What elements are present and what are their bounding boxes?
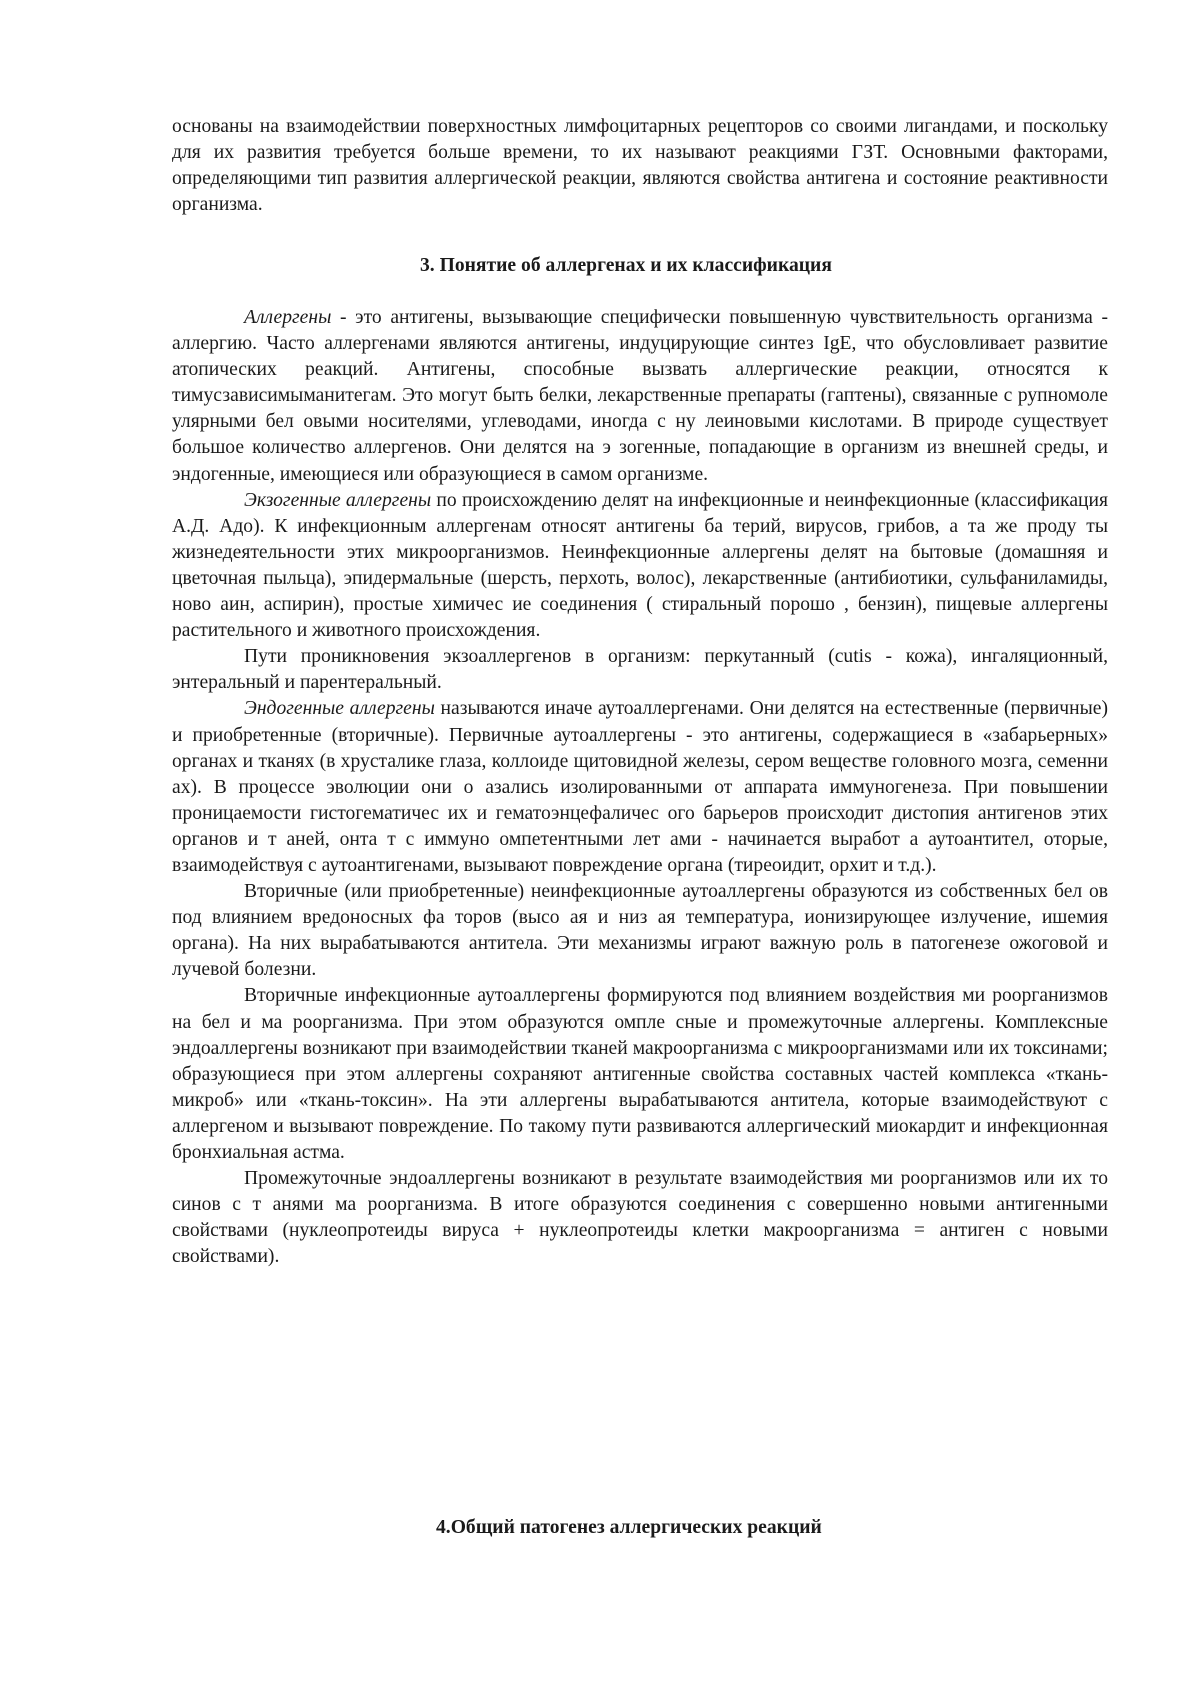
term-exogenous-allergens: Экзогенные аллергены: [244, 489, 432, 511]
term-allergens: Аллергены: [244, 307, 332, 328]
paragraph-entry-routes: Пути проникновения экзоаллергенов в организм: перкутанный (cutis - кожа), ингаляционный, энтеральный и парентеральный.: [172, 646, 1108, 694]
paragraph-secondary-infectious: Вторичные инфекционные аутоаллергены формируются под влиянием воздействия ми роорганизмов на бел и ма роорганизма. При этом образуются омпле сные и промежуточные аллергены. Комплексные эндоаллергены возникают при взаимодействии тканей макроорганизма с микроорганизмами или их токсинами; образующиеся при этом аллергены сохраняют антигенные свойства составных частей комплекса «ткань-микроб» или «ткань-токсин». На эти аллергены вырабатываются антитела, которые взаимодействуют с аллергеном и вызывают повреждение. По такому пути развиваются аллергический миокардит и инфекционная бронхиальная астма.: [172, 985, 1108, 1163]
section-3-heading: 3. Понятие об аллергенах и их классификация: [420, 255, 832, 276]
term-endogenous-allergens: Эндогенные аллергены: [244, 698, 435, 720]
paragraph-intermediate-endoallergens: Промежуточные эндоаллергены возникают в результате взаимодействия ми роорганизмов или их то синов с т анями ма роорганизма. В итоге образуются соединения с совершенно новыми антигенными свойствами (нуклеопротеиды вируса + нуклеопротеиды клетки макроорганизма = антиген с новыми свойствами).: [172, 1168, 1108, 1268]
intro-block: [172, 114, 1108, 218]
intro-paragraph: основаны на взаимодействии поверхностных лимфоцитарных рецепторов со своими лигандами, и поскольку для их развития требуется больше времени, то их называют реакциями ГЗТ. Основными факторами, определяющими тип развития аллергической реакции, являются свойства антигена и состояние реактивности организма.: [172, 116, 1108, 216]
paragraph-text: называются иначе аутоаллергенами. Они делятся на естественные (первичные) и приобретенные (вторичные). Первичные аутоаллергены - это антигены, содержащиеся в «забарьерных» органах и тканях (в хрусталике глаза, коллоиде щитовидной железы, сером веществе головного мозга, семенни ах). В процессе эволюции они о азались изолированными от аппарата иммуногенеза. При повышении проницаемости гистогематичес их и гематоэнцефаличес ого барьеров происходит дистопия антигенов этих органов и т аней, онта т с иммуно омпетентными лет ами - начинается выработ а аутоантител, оторые, взаимодействуя с аутоантигенами, вызывают повреждение органа (тиреоидит, орхит и т.д.).: [172, 698, 1108, 876]
paragraph-secondary-noninfectious: Вторичные (или приобретенные) неинфекционные аутоаллергены образуются из собственных бел ов под влиянием вредоносных фа торов (высо ая и низ ая температура, ионизирующее излучение, ишемия органа). На них вырабатываются антитела. Эти механизмы играют важную роль в патогенезе ожоговой и лучевой болезни.: [172, 881, 1108, 981]
paragraph-allergens-definition: [172, 305, 1108, 488]
paragraph-endogenous-allergens: [172, 696, 1108, 879]
paragraph-text: - это антигены, вызывающие специфически повышенную чувствительность организма - аллергию. Часто аллергенами являются антигены, индуцирующие синтез IgE, что обусловливает развитие атопических реакций. Антигены, способные вызвать аллергические реакции, относятся к тимусзависимыманитегам. Это могут быть белки, лекарственные препараты (гаптены), связанные с рупномоле улярными бел овыми носителями, углеводами, иногда с ну леиновыми кислотами. В природе существует большое количество аллергенов. Они делятся на э зогенные, попадающие в организм из внешней среды, и эндогенные, имеющиеся или образующиеся в самом организме.: [172, 307, 1108, 485]
paragraph-exogenous-allergens: [172, 488, 1108, 645]
paragraph-text: по происхождению делят на инфекционные и неинфекционные (классификация А.Д. Адо). К инфекционным аллергенам относят антигены ба терий, вирусов, грибов, а та же проду ты жизнедеятельности этих микроорганизмов. Неинфекционные аллергены делят на бытовые (домашняя и цветочная пыльца), эпидермальные (шерсть, перхоть, волос), лекарственные (антибиотики, сульфаниламиды, ново аин, аспирин), простые химичес ие соединения ( стиральный порошо , бензин), пищевые аллергены растительного и животного происхождения.: [172, 489, 1109, 642]
section-4-heading: 4.Общий патогенез аллергических реакций: [436, 1517, 822, 1538]
section-3-body: [172, 305, 1108, 1270]
